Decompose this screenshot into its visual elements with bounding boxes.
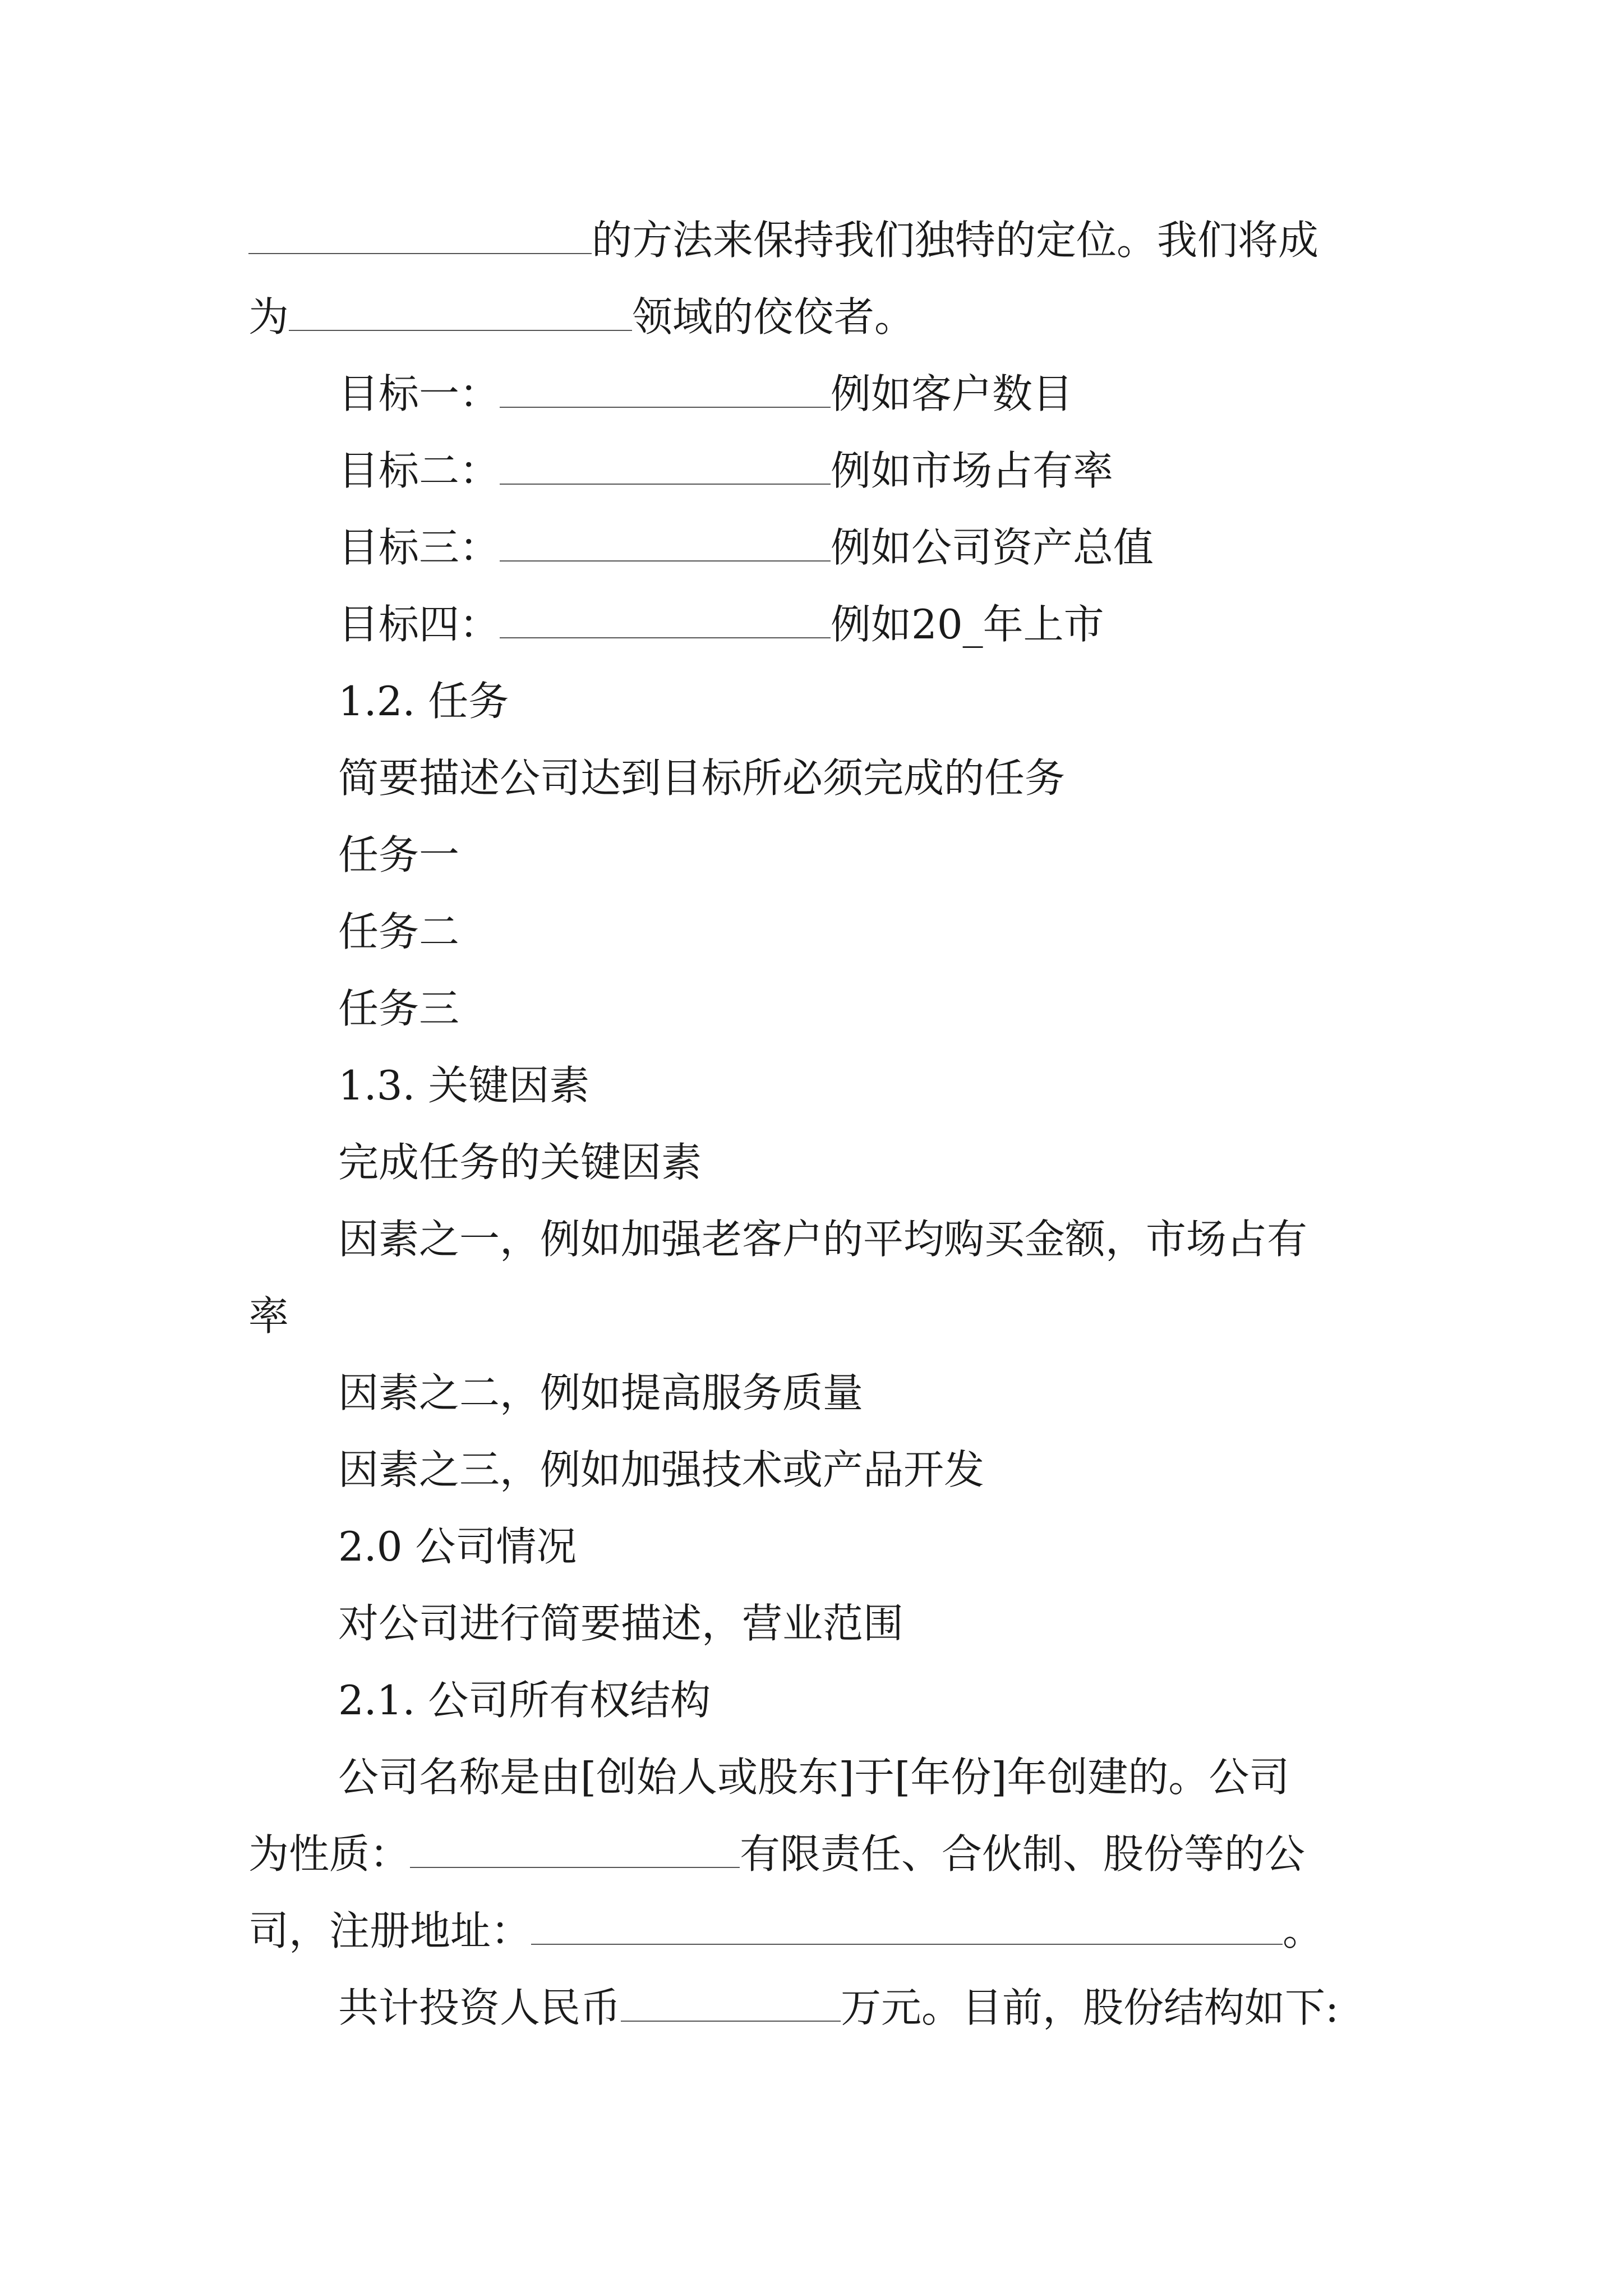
fill-in-blank [289,282,632,331]
fill-in-blank [621,1972,841,2022]
text: 有限责任、合伙制、股份等的公 [740,1830,1306,1878]
factor-item-2: 因素之二，例如提高服务质量 [338,1369,864,1416]
fill-in-blank [248,205,592,254]
fill-in-blank [500,589,831,638]
factors-description: 完成任务的关键因素 [338,1139,702,1186]
text: 司，注册地址： [248,1907,532,1954]
goal-label: 目标一： [338,370,500,417]
text: 的方法来保持我们独特的定位。我们将成 [592,217,1319,264]
text: 。 [1283,1907,1324,1954]
section-heading-1-2: 1.2. 任务 [338,678,509,725]
investment-line [338,1970,1339,2046]
factor-item-1-continued: 率 [248,1292,289,1340]
ownership-line-1: 公司名称是由[创始人或股东]于[年份]年创建的。公司 [338,1754,1290,1801]
company-description: 对公司进行简要描述，营业范围 [338,1600,904,1647]
goal-2 [338,432,1113,509]
fill-in-blank [500,358,831,408]
factor-item-3: 因素之三，例如加强技术或产品开发 [338,1446,985,1493]
goal-example: 例如公司资产总值 [831,524,1154,571]
tasks-description: 简要描述公司达到目标所必须完成的任务 [338,754,1066,802]
text: 万元。目前，股份结构如下: [841,1984,1339,2031]
goal-example: 例如市场占有率 [831,447,1114,494]
factor-item-1: 因素之一，例如加强老客户的平均购买金额，市场占有 [338,1216,1308,1263]
goal-example: 例如客户数目 [831,370,1073,417]
fill-in-blank [500,512,831,562]
fill-in-blank [410,1819,740,1868]
text: 为 [248,293,289,341]
paragraph-line-1 [248,202,1318,278]
text: 为性质： [248,1830,411,1878]
fill-in-blank [500,435,831,485]
section-heading-2-0: 2.0 公司情况 [338,1523,577,1570]
task-item-1: 任务一 [338,831,460,878]
paragraph-line-2 [248,279,915,355]
task-item-3: 任务三 [338,985,460,1032]
task-item-2: 任务二 [338,908,460,955]
goal-1 [338,356,1073,432]
ownership-line-3 [248,1893,1323,1969]
goal-4 [338,586,1104,662]
section-heading-2-1: 2.1. 公司所有权结构 [338,1677,711,1724]
text: 共计投资人民币 [338,1984,621,2031]
ownership-line-2 [248,1816,1305,1892]
goal-label: 目标四： [338,601,500,648]
goal-label: 目标三： [338,524,500,571]
goal-example: 例如20_年上市 [831,601,1104,648]
section-heading-1-3: 1.3. 关键因素 [338,1062,590,1109]
goal-3 [338,509,1154,586]
goal-label: 目标二： [338,447,500,494]
fill-in-blank [531,1895,1283,1945]
text: 领域的佼佼者。 [632,293,915,341]
